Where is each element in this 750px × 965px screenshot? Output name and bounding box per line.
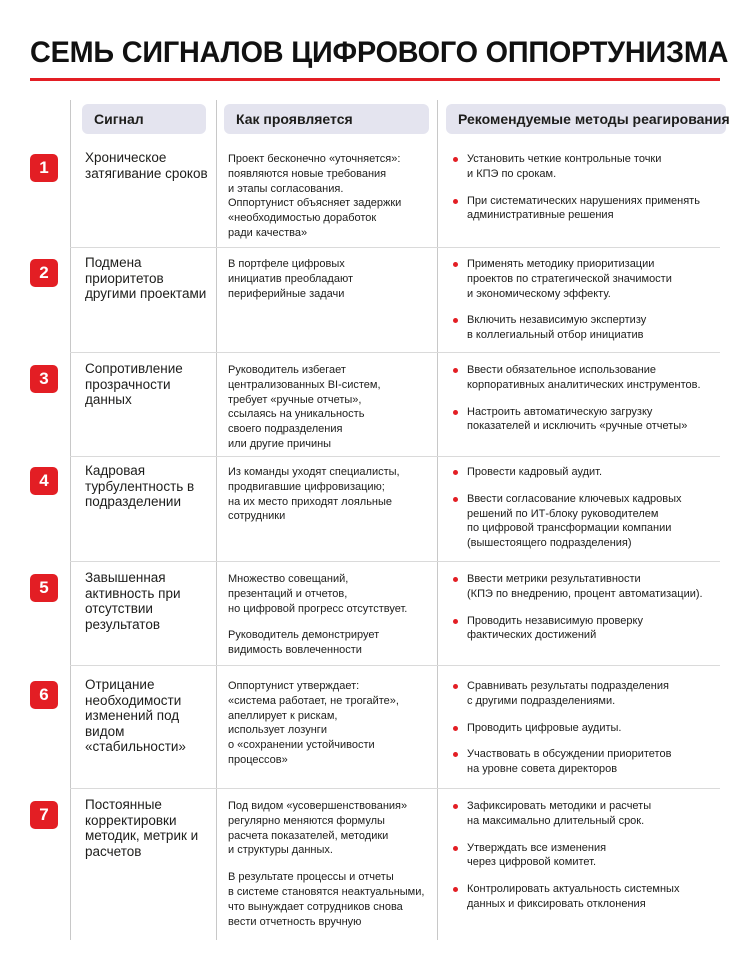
method-text: Утверждать все изменения через цифровой комитет. bbox=[467, 841, 607, 869]
title-underline bbox=[30, 78, 720, 81]
method-item bbox=[453, 841, 738, 871]
method-item bbox=[453, 363, 738, 393]
methods-cell bbox=[453, 465, 738, 551]
method-text: Проводить цифровые аудиты. bbox=[467, 721, 622, 734]
bullet-icon bbox=[453, 684, 458, 689]
signal-name: Хроническое затягивание сроков bbox=[85, 150, 208, 181]
row-divider bbox=[70, 352, 720, 353]
methods-cell bbox=[453, 363, 738, 434]
manifestation-cell bbox=[228, 679, 438, 768]
page-title: СЕМЬ СИГНАЛОВ ЦИФРОВОГО ОППОРТУНИЗМА bbox=[30, 36, 729, 69]
method-text: При систематических нарушениях применять административные решения bbox=[467, 194, 700, 222]
signal-name: Сопротивление прозрачности данных bbox=[85, 361, 183, 407]
signal-name: Завышенная активность при отсутствии результатов bbox=[85, 570, 181, 632]
column-divider bbox=[70, 100, 71, 940]
method-item bbox=[453, 465, 738, 480]
method-item bbox=[453, 313, 738, 343]
method-text: Контролировать актуальность системных данных и фиксировать отклонения bbox=[467, 883, 680, 910]
row-number-badge: 4 bbox=[30, 467, 58, 495]
method-item bbox=[453, 799, 738, 829]
method-text: Участвовать в обсуждении приоритетов на уровне совета директоров bbox=[467, 748, 672, 776]
row-number-badge: 5 bbox=[30, 574, 58, 602]
manifestation-cell bbox=[228, 465, 438, 524]
bullet-icon bbox=[453, 368, 458, 373]
manifestation-cell bbox=[228, 799, 438, 929]
bullet-icon bbox=[453, 577, 458, 582]
manifestation-cell bbox=[228, 257, 438, 301]
row-divider bbox=[70, 788, 720, 789]
bullet-icon bbox=[453, 619, 458, 624]
row-number-badge: 2 bbox=[30, 259, 58, 287]
row-divider bbox=[70, 456, 720, 457]
method-item bbox=[453, 152, 738, 182]
methods-cell bbox=[453, 799, 738, 912]
manifestation-text: В результате процессы и отчеты в системе становятся неактуальными, что вынуждает сотрудников снова вести отчетность вручную bbox=[228, 871, 425, 928]
row-divider bbox=[70, 561, 720, 562]
manifestation-text: Под видом «усовершенствования» регулярно меняются формулы расчета показателей, методики и структуры данных. bbox=[228, 800, 408, 857]
bullet-icon bbox=[453, 887, 458, 892]
column-header-methods: Рекомендуемые методы реагирования bbox=[446, 104, 726, 134]
row-number-badge: 7 bbox=[30, 801, 58, 829]
manifestation-cell bbox=[228, 572, 438, 658]
methods-cell bbox=[453, 152, 738, 223]
bullet-icon bbox=[453, 199, 458, 204]
bullet-icon bbox=[453, 410, 458, 415]
bullet-icon bbox=[453, 318, 458, 323]
column-header-manifests: Как проявляется bbox=[224, 104, 429, 134]
method-text: Сравнивать результаты подразделения с другими подразделениями. bbox=[467, 680, 669, 707]
bullet-icon bbox=[453, 157, 458, 162]
bullet-icon bbox=[453, 497, 458, 502]
column-header-signal: Сигнал bbox=[82, 104, 206, 134]
manifestation-text: Множество совещаний, презентаций и отчетов, но цифровой прогресс отсутствует. bbox=[228, 573, 408, 615]
methods-cell bbox=[453, 572, 738, 643]
bullet-icon bbox=[453, 752, 458, 757]
method-text: Включить независимую экспертизу в коллегиальный отбор инициатив bbox=[467, 314, 647, 342]
method-text: Настроить автоматическую загрузку показателей и исключить «ручные отчеты» bbox=[467, 405, 688, 433]
bullet-icon bbox=[453, 804, 458, 809]
signal-name: Кадровая турбулентность в подразделении bbox=[85, 463, 195, 509]
method-item bbox=[453, 194, 738, 224]
method-text: Ввести обязательное использование корпоративных аналитических инструментов. bbox=[467, 364, 701, 391]
signal-name: Постоянные корректировки методик, метрик и расчетов bbox=[85, 797, 199, 859]
bullet-icon bbox=[453, 846, 458, 851]
method-item bbox=[453, 405, 738, 435]
method-item bbox=[453, 882, 738, 912]
manifestation-text: Из команды уходят специалисты, продвигавшие цифровизацию; на их место приходят лояльные сотрудники bbox=[228, 466, 400, 523]
method-item bbox=[453, 492, 738, 551]
manifestation-text: Проект бесконечно «уточняется»: появляются новые требования и этапы согласования. Оппортунист объясняет задержки «необходимостью доработок ради качества» bbox=[228, 153, 402, 239]
manifestation-cell bbox=[228, 152, 438, 241]
method-text: Применять методику приоритизации проектов по стратегической значимости и экономическому эффекту. bbox=[467, 258, 672, 300]
methods-cell bbox=[453, 679, 738, 777]
method-text: Ввести согласование ключевых кадровых решений по ИТ-блоку руководителем по цифровой трансформации компании (вышестоящего подразделения) bbox=[467, 492, 682, 550]
method-text: Ввести метрики результативности (КПЭ по внедрению, процент автоматизации). bbox=[467, 573, 703, 600]
row-number-badge: 3 bbox=[30, 365, 58, 393]
methods-cell bbox=[453, 257, 738, 343]
method-text: Установить четкие контрольные точки и КПЭ по срокам. bbox=[467, 153, 662, 180]
column-divider bbox=[216, 100, 217, 940]
method-text: Провести кадровый аудит. bbox=[467, 466, 603, 478]
bullet-icon bbox=[453, 726, 458, 731]
signal-name: Отрицание необходимости изменений под видом «стабильности» bbox=[85, 677, 186, 754]
method-item bbox=[453, 721, 738, 736]
manifestation-text: Руководитель избегает централизованных BI-систем, требует «ручные отчеты», ссылаясь на уникальность своего подразделения или другие причины bbox=[228, 364, 381, 450]
signal-name: Подмена приоритетов другими проектами bbox=[85, 255, 207, 301]
row-divider bbox=[70, 247, 720, 248]
method-text: Проводить независимую проверку фактических достижений bbox=[467, 614, 643, 642]
method-item bbox=[453, 572, 738, 602]
manifestation-text: Оппортунист утверждает: «система работает, не трогайте», апеллирует к рискам, использует лозунги о «сохранении устойчивости процессов» bbox=[228, 680, 399, 766]
method-item bbox=[453, 614, 738, 644]
method-item bbox=[453, 679, 738, 709]
manifestation-cell bbox=[228, 363, 438, 452]
row-divider bbox=[70, 665, 720, 666]
row-number-badge: 1 bbox=[30, 154, 58, 182]
manifestation-text: Руководитель демонстрирует видимость вовлеченности bbox=[228, 629, 380, 657]
method-item bbox=[453, 747, 738, 777]
bullet-icon bbox=[453, 470, 458, 475]
row-number-badge: 6 bbox=[30, 681, 58, 709]
manifestation-text: В портфеле цифровых инициатив преобладают периферийные задачи bbox=[228, 258, 354, 300]
method-text: Зафиксировать методики и расчеты на максимально длительный срок. bbox=[467, 800, 652, 827]
bullet-icon bbox=[453, 262, 458, 267]
method-item bbox=[453, 257, 738, 301]
